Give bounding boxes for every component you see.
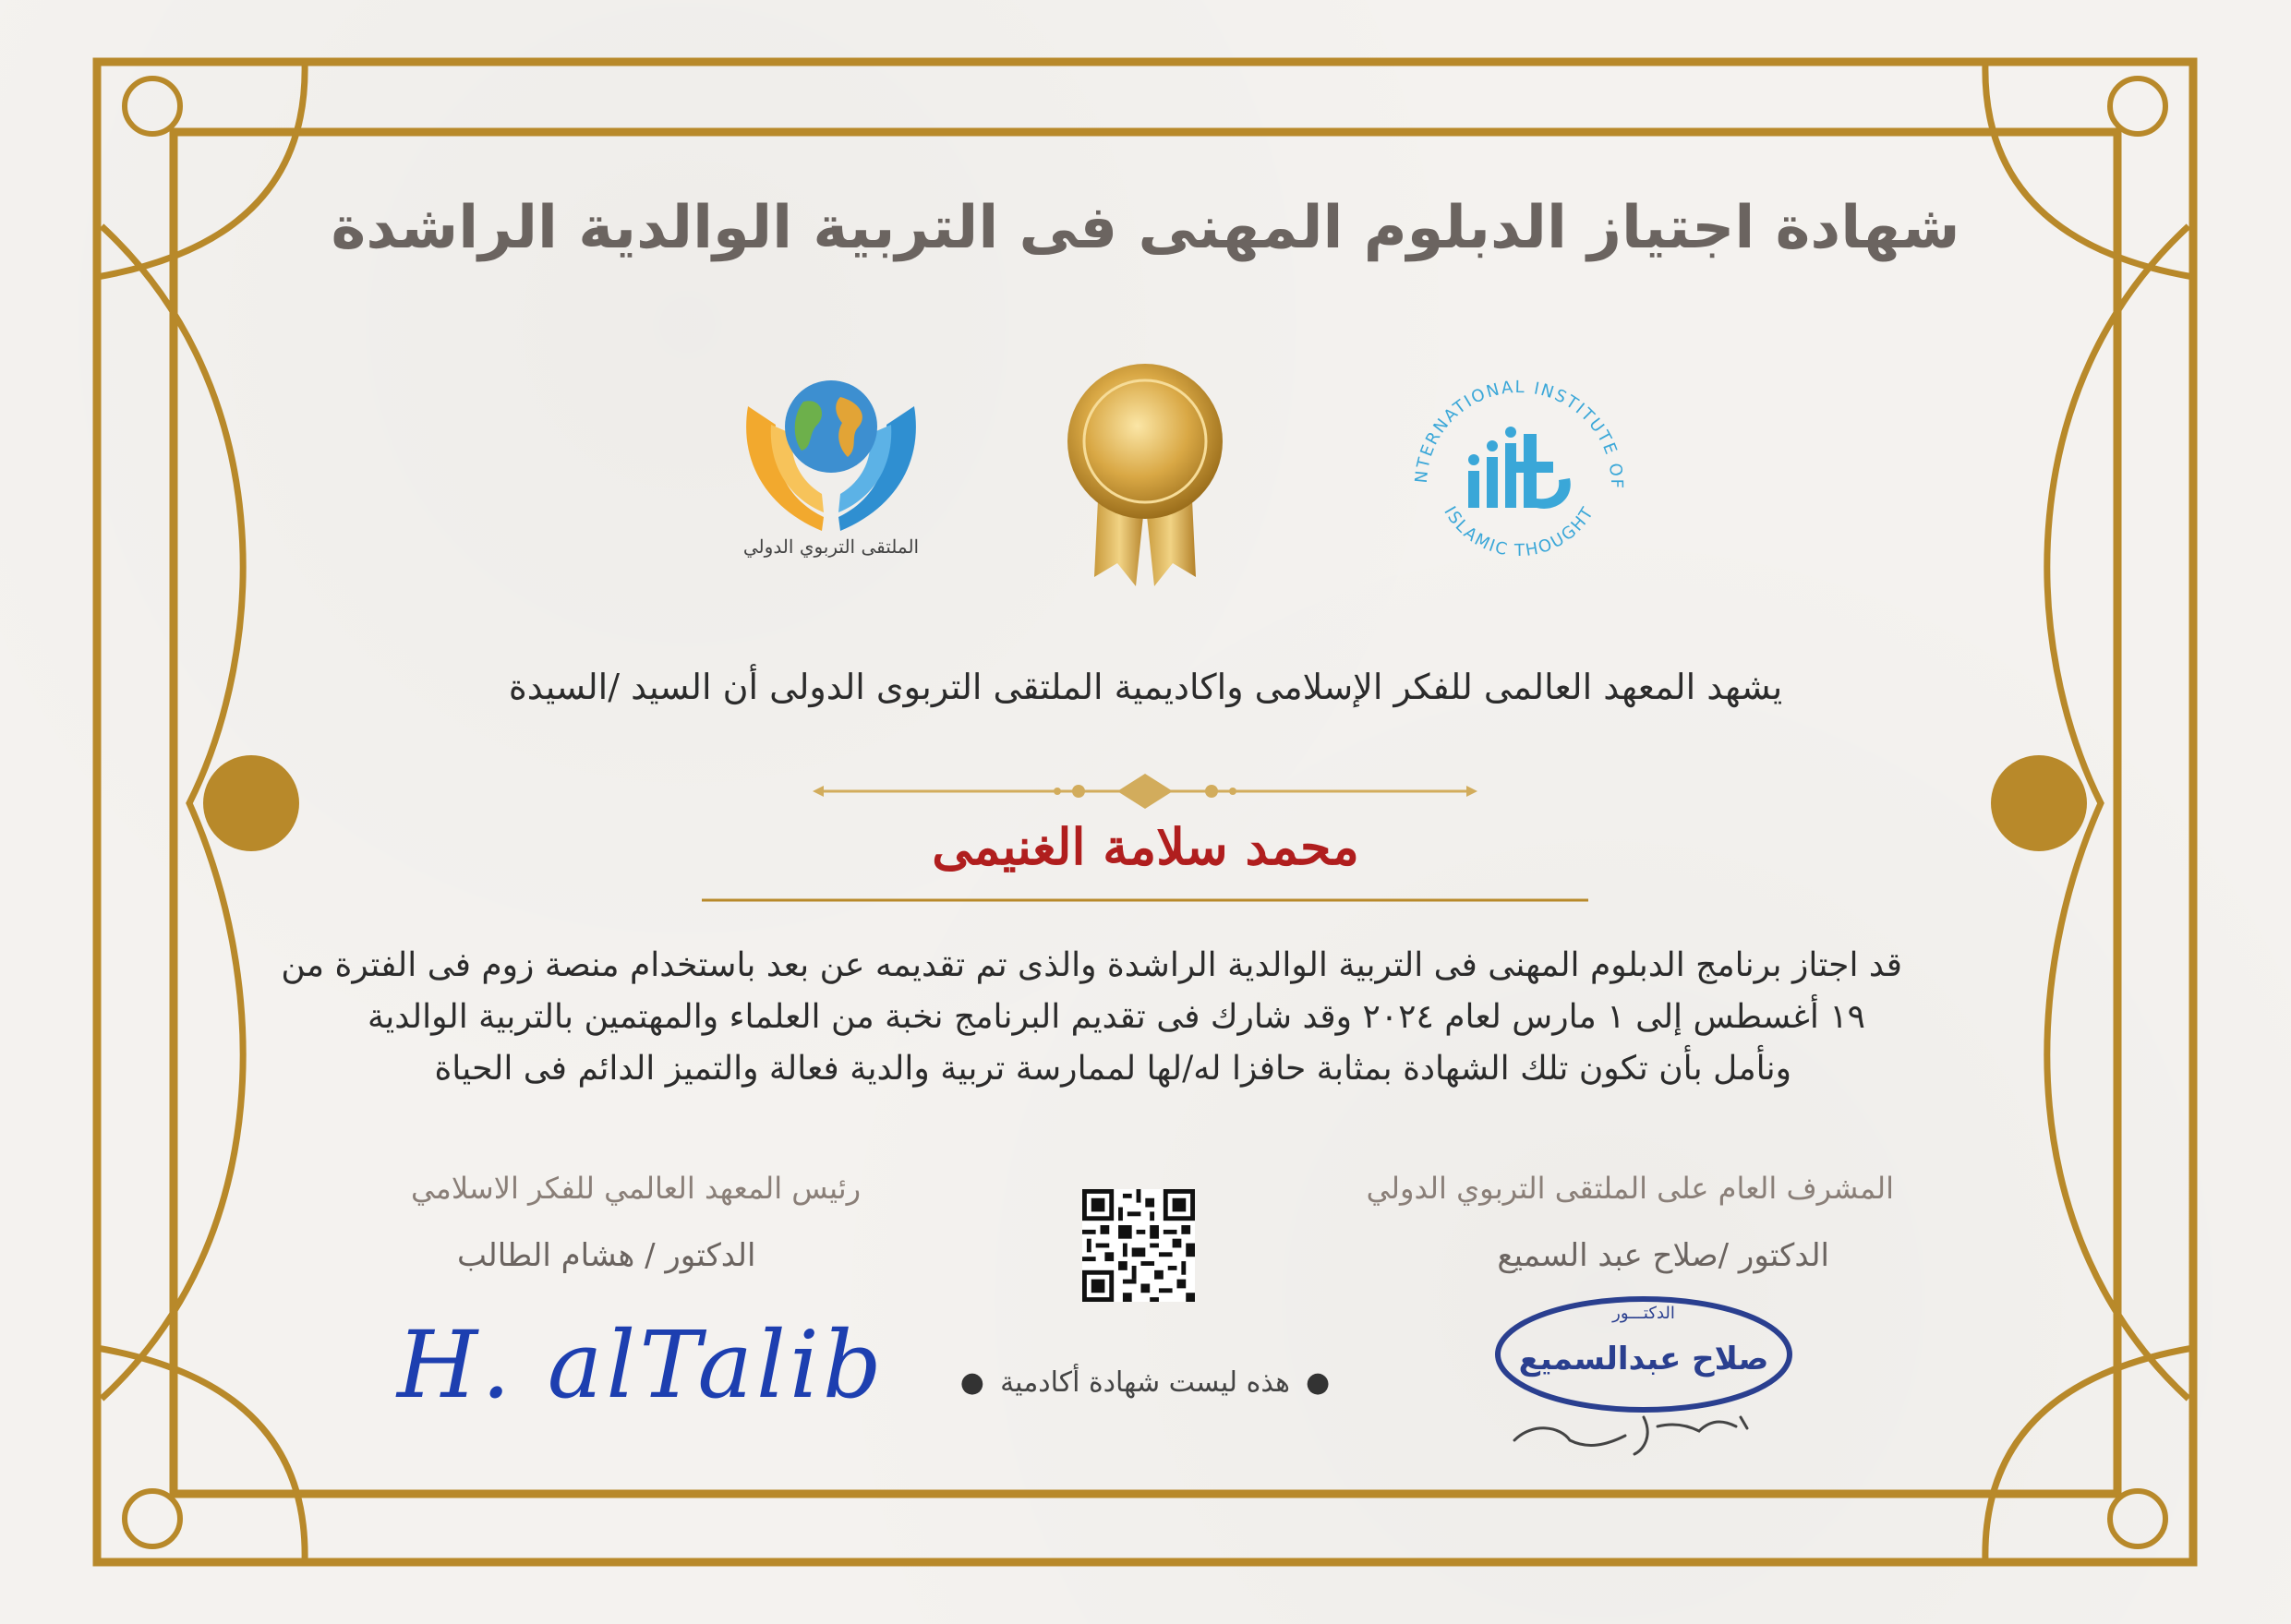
certificate-intro: يشهد المعهد العالمى للفكر الإسلامى واكاديمية الملتقى التربوى الدولى أن السيد /السيدة: [508, 667, 1783, 707]
body-line-1: قد اجتاز برنامج الدبلوم المهنى فى التربية الوالدية الراشدة والذى تم تقديمه عن بعد باستخدام منصة زوم فى الفترة من: [281, 946, 1902, 984]
multaqa-logo-caption: الملتقى التربوي الدولي: [742, 535, 920, 558]
hands-globe-icon: [720, 369, 942, 554]
corner-circle-bl: [125, 1491, 180, 1546]
multaqa-logo: [720, 369, 942, 591]
bullet-dot-icon: ●: [959, 1366, 984, 1399]
stamp-title: الدكتـــور: [1612, 1304, 1675, 1323]
ornamental-divider: [813, 774, 1477, 809]
recipient-name: محمد سلامة الغنيمى: [932, 817, 1359, 876]
left-signatory-name: الدكتور / هشام الطالب: [457, 1237, 756, 1274]
certificate-body: [281, 940, 1902, 1095]
disclaimer-text: هذه ليست شهادة أكادمية: [1000, 1366, 1290, 1399]
gold-medal-icon: [1062, 360, 1228, 591]
iiit-logo: [1394, 369, 1644, 600]
left-signatory-title: رئيس المعهد العالمي للفكر الاسلامي: [411, 1171, 862, 1206]
corner-circle-br: [2110, 1491, 2165, 1546]
right-signatory-title: المشرف العام على الملتقى التربوي الدولي: [1366, 1171, 1894, 1206]
qr-code: [1082, 1189, 1195, 1302]
body-line-2: ١٩ أغسطس إلى ١ مارس لعام ٢٠٢٤ وقد شارك فى تقديم البرنامج نخبة من العلماء والمهتمين بالتربية الوالدية: [367, 998, 1865, 1036]
body-line-3: ونأمل بأن تكون تلك الشهادة بمثابة حافزا له/لها لممارسة تربية والدية فعالة والتميز الدائم فى الحياة: [434, 1050, 1791, 1088]
corner-circle-tl: [125, 78, 180, 134]
right-signature-scribble: [1505, 1399, 1764, 1463]
svg-text:ISLAMIC THOUGHT: ISLAMIC THOUGHT: [1440, 502, 1598, 561]
disclaimer-note: [914, 1366, 1376, 1399]
certificate-title: شهادة اجتياز الدبلوم المهنى فى التربية الوالدية الراشدة: [331, 194, 1960, 262]
right-signatory-name: الدكتور /صلاح عبد السميع: [1497, 1237, 1829, 1274]
corner-circle-tr: [2110, 78, 2165, 134]
bullet-dot-icon: ●: [1306, 1366, 1331, 1399]
stamp-name: صلاح عبدالسميع: [1518, 1341, 1769, 1377]
svg-text:INTERNATIONAL INSTITUTE OF: NTERNATIONAL INSTITUTE OF: [1411, 377, 1627, 490]
left-handwritten-signature: H. alTalib: [397, 1311, 886, 1419]
iiit-seal-icon: [1394, 369, 1644, 600]
